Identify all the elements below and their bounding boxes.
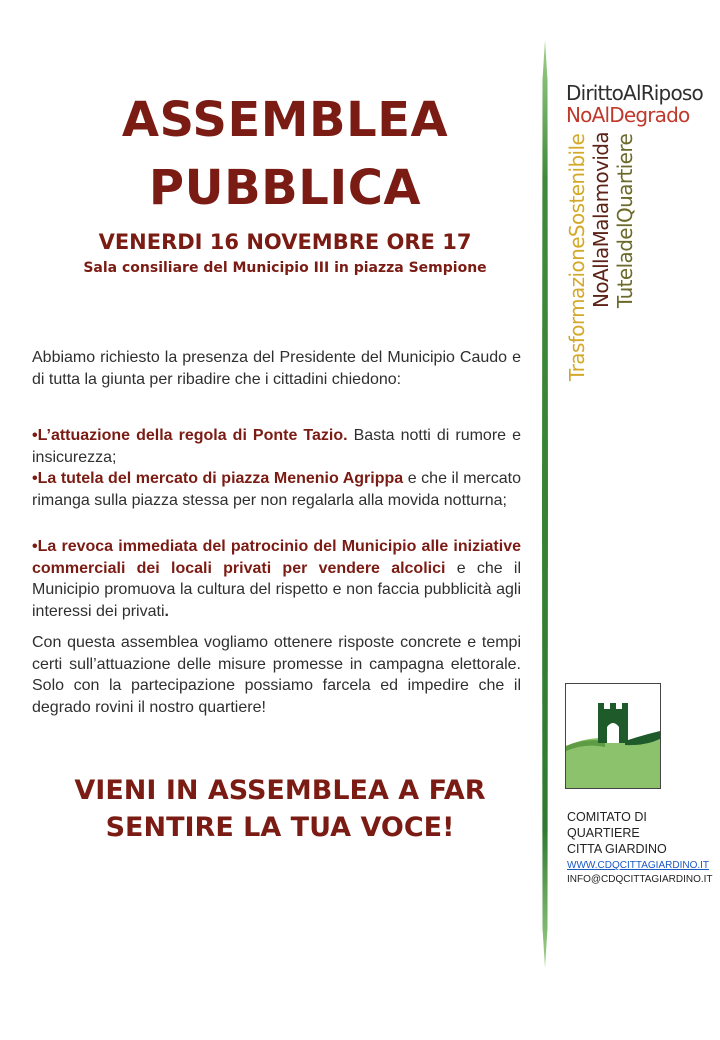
- bullet-1-strong: •L’attuazione della regola di Ponte Tazio.: [32, 427, 348, 444]
- cta-line-2: SENTIRE LA TUA VOCE!: [105, 812, 455, 843]
- call-to-action: [40, 772, 520, 846]
- event-date: VENERDI 16 NOVEMBRE ORE 17: [98, 230, 472, 254]
- outro-text: Con questa assemblea vogliamo ottenere risposte concrete e tempi certi sull’attuazione delle misure promesse in campagna elettorale. Solo con la partecipazione possiamo farcela ed impedire che il degrado rovini il nostro quartiere!: [32, 634, 521, 716]
- website-link[interactable]: WWW.CDQCITTAGIARDINO.IT: [567, 860, 710, 871]
- bullet-2-text: e che il mercato rimanga sulla piazza stessa per non regalarla alla movida notturna;: [32, 470, 521, 509]
- org-line-3: CITTA GIARDINO: [567, 842, 667, 856]
- event-venue: Sala consiliare del Municipio III in piazza Sempione: [83, 260, 487, 276]
- green-divider-line: [541, 40, 549, 968]
- tag-tutela-del-quartiere: TuteladelQuartiere: [613, 133, 637, 308]
- bullet-3-text: e che il Municipio promuova la cultura del rispetto e non faccia pubblicità agli interessi dei privati: [32, 559, 522, 620]
- intro-text: Abbiamo richiesto la presenza del Presidente del Municipio Caudo e di tutta la giunta per ribadire che i cittadini chiedono:: [32, 349, 521, 388]
- bullet-patrocinio: [32, 536, 521, 622]
- bullet-ponte-tazio: [32, 425, 521, 468]
- title-line-2: PUBBLICA: [148, 160, 422, 216]
- cta-line-1: VIENI IN ASSEMBLEA A FAR: [74, 775, 486, 806]
- org-line-1: COMITATO DI: [567, 810, 647, 824]
- tag-diritto-al-riposo: DirittoAlRiposo: [566, 81, 703, 105]
- title-line-1: ASSEMBLEA: [121, 92, 449, 148]
- tag-no-al-degrado: NoAlDegrado: [566, 103, 690, 127]
- email-address: INFO@CDQCITTAGIARDINO.IT: [567, 874, 713, 885]
- city-garden-logo: [565, 683, 661, 789]
- outro-paragraph: [32, 632, 521, 718]
- bullet-3-end: .: [164, 602, 169, 620]
- bullet-1-text: Basta notti di rumore e insicurezza;: [32, 427, 521, 466]
- org-line-2: QUARTIERE: [567, 826, 640, 840]
- organization-name: [567, 809, 667, 857]
- tag-trasformazione-sostenibile: TrasformazioneSostenibile: [565, 133, 589, 381]
- bullet-2-strong: •La tutela del mercato di piazza Menenio Agrippa: [32, 470, 404, 487]
- bullet-3-strong: •La revoca immediata del patrocinio del Municipio alle iniziative commerciali dei locali privati per vendere alcolici: [32, 538, 521, 577]
- intro-paragraph: [32, 347, 521, 390]
- tag-no-alla-malamovida: NoAllaMalamovida: [589, 131, 613, 308]
- bullet-mercato: [32, 468, 521, 511]
